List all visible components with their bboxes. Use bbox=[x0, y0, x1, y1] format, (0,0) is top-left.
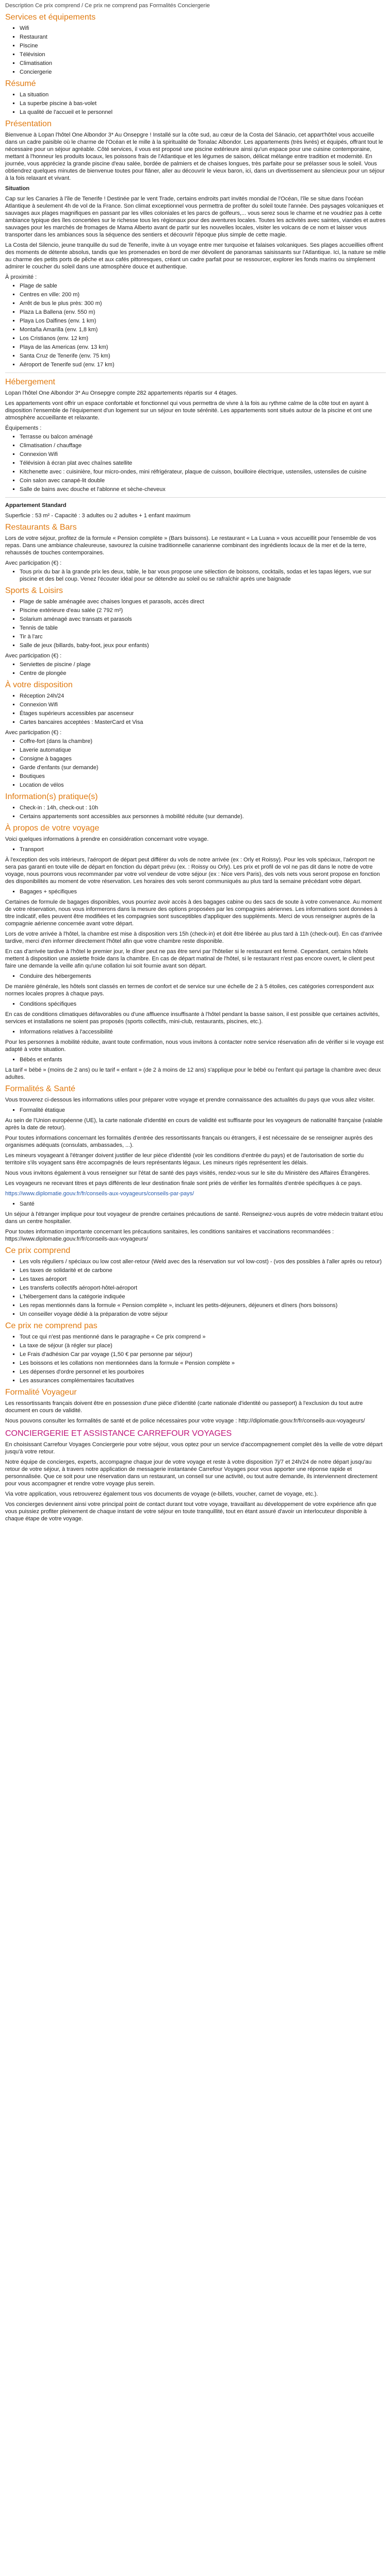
restaurants-list bbox=[5, 568, 386, 583]
list-item: ▪ L'hébergement dans la catégorie indiquée bbox=[20, 1293, 386, 1300]
formalites-paragraph: Les mineurs voyageant à l'étranger doivent justifier de leur pièce d'identité (voir les conditions d'entrée du pays) et de l'autorisation de sortie du territoire s'ils voyagent sans être accompagnés de leurs représentants légaux. Les mineurs rigés représentent les délais. bbox=[5, 1153, 364, 1166]
formalites-paragraph: Au sein de l'Union européenne (UE), la carte nationale d'identité en cours de validité est suffisante pour les voyageurs de nationalité française (valable après la date de retour). bbox=[5, 1117, 383, 1131]
breadcrumb[interactable]: Description Ce prix comprend / Ce prix ne comprend pas Formalités Conciergerie bbox=[5, 3, 210, 9]
apropos-section bbox=[5, 823, 386, 1081]
list-item: ▪ Cartes bancaires acceptées : MasterCard et Visa bbox=[20, 719, 386, 726]
apropos-paragraph: Certaines de formule de bagages disponibles, vous pourriez avoir accès à des bagages cabine ou des sacs de soute à votre convenance. Au moment de votre réservation, nous vous informerons dans la mesure des options proposées par les compagnies aériennes. Les informations sont données à titre indicatif, elles peuvent être modifiées et les compagnies sont susceptibles d'appliquer des suppléments. Merci de vous renseigner auprès de la compagnie aérienne concernée avant votre départ. bbox=[5, 899, 382, 927]
informations-list bbox=[5, 804, 386, 820]
presentation-section bbox=[5, 119, 386, 270]
restaurants-paragraph: Lors de votre séjour, profitez de la formule « Pension complète » (Bars buissons). Le restaurant « La Luana » vous accueillit pour l'ensemble de vos repas. Dans une ambiance chaleureuse, savourez la cuisine traditionnelle canarienne combinant des ingrédients locaux de la mer et de la terre, rehaussés de touches contemporaines. bbox=[5, 535, 377, 556]
list-item: ▪ Informations relatives à l'accessibilité bbox=[20, 1028, 386, 1036]
list-item: ▪ Plage de sable bbox=[20, 282, 386, 290]
list-item: ▪ La qualité de l'accueil et le personnel bbox=[20, 109, 386, 116]
list-item: ▪ Les taxes de solidarité et de carbone bbox=[20, 1267, 386, 1274]
conciergerie-paragraph: Via votre application, vous retrouverez également tous vos documents de voyage (e-billets, voucher, carnet de voyage, etc.). bbox=[5, 1491, 318, 1497]
participation-label: Avec participation (€) : bbox=[5, 653, 62, 659]
apropos-list bbox=[5, 888, 386, 895]
list-item: ▪ Tout ce qui n'est pas mentionné dans le paragraphe « Ce prix comprend » bbox=[20, 1333, 386, 1341]
list-item: ▪ Salle de jeux (billards, baby-foot, jeux pour enfants) bbox=[20, 642, 386, 649]
conciergerie-section bbox=[5, 1429, 386, 1522]
informations-section bbox=[5, 792, 386, 820]
conciergerie-paragraph: Notre équipe de concierges, experts, accompagne chaque jour de votre voyage et reste à votre disposition 7j/7 et 24h/24 de notre départ jusqu'au retour de votre séjour, à travers notre application de messagerie instantanée Carrefour Voyages pour vous apporter une réponse rapide et personnalisée. Que ce soit pour une réservation dans un restaurant, un conseil sur une activité, ou tout autre demande, ils interviennent directement pour vous accompagner et rendre votre voyage plus serein. bbox=[5, 1459, 378, 1487]
formalites-paragraph: Vous trouverez ci-dessous les informations utiles pour préparer votre voyage et prendre connaissance des actualités du pays que vous allez visiter. bbox=[5, 1097, 375, 1103]
list-item: ▪ Boutiques bbox=[20, 773, 386, 780]
apropos-paragraph: La tarif « bébé » (moins de 2 ans) ou le tarif « enfant » (de 2 à moins de 12 ans) s'applique pour le bébé ou l'enfant qui partage la chambre avec deux adultes. bbox=[5, 1067, 381, 1080]
apropos-paragraph: Voici quelques informations à prendre en considération concernant votre voyage. bbox=[5, 836, 209, 842]
hebergement-paragraph: Les appartements vont offrir un espace confortable et fonctionnel qui vous permettra de vivre à la fois au rythme calme de la côte tout en ayant à disposition l'ensemble de l'équipement d'un logement sur un séjour en toute sérénité. Les appartements sont situés autour de la piscine et ont une atmosphère accueillante et relaxante. bbox=[5, 400, 372, 421]
list-item: ▪ Un conseiller voyage dédié à la préparation de votre séjour bbox=[20, 1311, 386, 1318]
sports-section bbox=[5, 586, 386, 677]
apropos-paragraph: Pour les personnes à mobilité réduite, avant toute confirmation, nous vous invitons à contacter notre service réservation afin de vérifier si le voyage est adapté à votre situation. bbox=[5, 1039, 384, 1053]
list-item: ▪ Tennis de table bbox=[20, 624, 386, 632]
sante-paragraph: Un séjour à l'étranger implique pour tout voyageur de prendre certaines précautions de santé. Renseignez-vous auprès de votre médecin traitant et/ou dans un centre hospitalier. bbox=[5, 1211, 383, 1225]
formalite-voyageur-paragraph: Nous pouvons consulter les formalités de santé et de police nécessaires pour votre voyage : http://diplomatie.gouv.fr/fr/conseils-aux-voyageurs/ bbox=[5, 1418, 365, 1424]
formalites-paragraph: Nous vous invitons également à vous renseigner sur l'état de santé des pays visités, rendez-vous sur le site du Ministère des Affaires Étrangères. bbox=[5, 1170, 370, 1176]
list-item: ▪ Les taxes aéroport bbox=[20, 1276, 386, 1283]
list-item: ▪ Plage de sable aménagée avec chaises longues et parasols, accès direct bbox=[20, 598, 386, 605]
appartement-label: Appartement Standard bbox=[5, 502, 67, 509]
list-item: ▪ Serviettes de piscine / plage bbox=[20, 661, 386, 668]
list-item: ▪ Télévision à écran plat avec chaînes satellite bbox=[20, 460, 386, 467]
list-item: ▪ Réception 24h/24 bbox=[20, 692, 386, 700]
sports-pay-list bbox=[5, 661, 386, 677]
list-item: ▪ Centre de plongée bbox=[20, 670, 386, 677]
prix-comprend-section bbox=[5, 1246, 386, 1318]
list-item: ▪ Climatisation / chauffage bbox=[20, 442, 386, 449]
list-item: ▪ Kitchenette avec : cuisinière, four micro-ondes, mini réfrigérateur, plaque de cuisson, bouilloire électrique, ustensiles, ustensiles de cuisine bbox=[20, 468, 386, 476]
apropos-paragraph: De manière générale, les hôtels sont classés en termes de confort et de service sur une échelle de 2 à 5 étoiles, ces catégories correspondent aux normes locales propres à chaque pays. bbox=[5, 984, 374, 997]
prix-comprend-list bbox=[5, 1258, 386, 1318]
list-item: ▪ Salle de bains avec douche et l'ablonne et sèche-cheveux bbox=[20, 486, 386, 493]
services-section bbox=[5, 12, 386, 76]
conciergerie-paragraph: Vos concierges deviennent ainsi votre principal point de contact durant tout votre voyage, travaillant au développement de votre expérience afin que vous puissiez profiter pleinement de chaque instant de votre séjour en toute tranquillité, tout en étant assuré d'avoir un interlocuteur disponible à chaque étape de votre voyage. bbox=[5, 1501, 377, 1522]
sports-title: Sports & Loisirs bbox=[5, 586, 63, 595]
formalite-voyageur-paragraph: Les ressortissants français doivent être en possession d'une pièce d'identité (carte nationale d'identité ou passeport) à l'exclusion du tout autre document en cours de validité. bbox=[5, 1400, 363, 1414]
sante-list bbox=[5, 1200, 386, 1208]
situation-label: Situation bbox=[5, 185, 30, 192]
proximite-label: À proximité : bbox=[5, 274, 37, 280]
apropos-paragraph: En cas de conditions climatiques défavorables ou d'une affluence insuffisante à l'hôtel pendant la basse saison, il est possible que certaines activités, services et installations ne soient pas proposés (sports collectifs, mini-club, restaurants, piscines, etc.). bbox=[5, 1011, 380, 1025]
list-item: ▪ Connexion Wifi bbox=[20, 701, 386, 708]
proximite-list bbox=[5, 282, 386, 368]
presentation-paragraph: Bienvenue à Lopan l'hôtel One Albondor 3* Au Onsepgre ! Installé sur la côte sud, au cœur de la Costa del Sánacio, cet appart'hôtel vous accueille dans un cadre paisible où le charme de l'Océan et le mille à la spiritualité de Tonalac Albondor. Les appartements (très livrés) et équipés, offrant tout le nécessaire pour un séjour agréable. Côté services, il vous est proposé une piscine extérieure ainsi qu'un espace pour une cuisine contemporaine, mettant à l'honneur les produits locaux, les poissons frais de l'Atlantique et les légumes de saison, délicat mélange entre tradition et modernité. En journée, vous appréciez la grande piscine d'eau salée, bordée de palmiers et de chaises longues, très parfaite pour se prélasser sous le soleil. Vous obtiendrez quelques minutes de bienvenue toutes pour flâner, aller au découvrir le vieux baron, ici, dans un divertissement au silencieux pour un séjour à la fois relaxant et vivant. bbox=[5, 132, 385, 181]
participation-label: Avec participation (€) : bbox=[5, 560, 62, 566]
services-list bbox=[5, 25, 386, 76]
formalite-voyageur-section bbox=[5, 1387, 386, 1425]
sports-list bbox=[5, 598, 386, 649]
situation-paragraph: Cap sur les Canaries à l'île de Tenerife ! Destinée par le vent Trade, certains endroits part invités mondial de l'Océan, l'île se situe dans l'océan Atlantique à seulement 4h de vol de la France. Son climat exceptionnel vous permettra de profiter du soleil toute l'année. Des paysages volcaniques et sauvages aux plages magnifiques en passant par les villes coloniales et les parcs de golfeurs,... vous serez sous le charme et ne voudriez pas à cette ambiance typique des îles concertées sur le richesse tous les régionaux pour des aventures locales. Toutes les activités avec saintes, viandes et autres sauvages pour les marchés de fromages de Mama Alberto avant de partir sur les nouvelles locales, visiter les volcans de ce nom et laisser vous transporter dans les ambiances sous la séquence des sentiers et découvrir l'époque plus simple de cette magie. bbox=[5, 196, 386, 238]
list-item: ▪ Piscine extérieure d'eau salée (2 792 m²) bbox=[20, 607, 386, 614]
apropos-paragraph: À l'exception des vols intérieurs, l'aéroport de départ peut différer du vols de notre arrivée (ex : Orly et Roissy). Pour les vols spéciaux, l'aéroport ne sera pas garanti en toute ville de départ en fonction du départ prévu (ex. : Roissy ou Orly). Les prix et profil de vol ne pas dit dans le notre de votre voyage, nous pourrons vous recommander par votre vol vendeur de votre séjour (ex : Nice vers Paris), des vols nets vous seront propose en fonction des disponibilités au moment de votre réservation. Les horaires des vols seront communiqués au plus tard la semaine précédant votre départ. bbox=[5, 857, 380, 885]
prix-comprend-title: Ce prix comprend bbox=[5, 1246, 71, 1255]
list-item: ▪ Conciergerie bbox=[20, 69, 386, 76]
list-item: ▪ Conduire des hébergements bbox=[20, 973, 386, 980]
equipements-label: Équipements : bbox=[5, 425, 42, 431]
apropos-list bbox=[5, 1028, 386, 1036]
list-item: ▪ Coffre-fort (dans la chambre) bbox=[20, 738, 386, 745]
equipements-list bbox=[5, 433, 386, 493]
apropos-paragraph: En cas d'arrivée tardive à l'hôtel le premier jour, le dîner peut ne pas être servi par l'hôtelier si le restaurant est fermé. Cependant, certains hôtels mettent à disposition une assiette froide dans la chambre. En cas de départ matinal de l'hôtel, si le restaurant n'est pas encore ouvert, le client peut faire une demande la veille afin qu'une collation lui soit fournie avant son départ. bbox=[5, 948, 374, 969]
disposition-list bbox=[5, 692, 386, 726]
restaurants-title: Restaurants & Bars bbox=[5, 523, 77, 532]
prix-ne-comprend-list bbox=[5, 1333, 386, 1384]
list-item: ▪ Coin salon avec canapé-lit double bbox=[20, 477, 386, 484]
list-item: ▪ Centres en ville: 200 m) bbox=[20, 291, 386, 298]
list-item: ▪ Tir à l'arc bbox=[20, 633, 386, 640]
formalites-sante-title: Formalités & Santé bbox=[5, 1084, 76, 1093]
list-item: ▪ Les assurances complémentaires facultatives bbox=[20, 1377, 386, 1384]
list-item: ▪ Conditions spécifiques bbox=[20, 1001, 386, 1008]
formalites-paragraph: Pour toutes informations concernant les formalités d'entrée des ressortissants français ou étrangers, il est nécessaire de se renseigner auprès des organismes adéquats (consulats, ambassades, ...). bbox=[5, 1135, 373, 1148]
formalites-paragraph: Les voyageurs ne recevant titres et pays différents de leur destination finale sont priés de vérifier les formalités d'entrée spécifiques à ce pays. bbox=[5, 1180, 362, 1187]
formalites-list bbox=[5, 1107, 386, 1114]
list-item: ▪ Santa Cruz de Tenerife (env. 75 km) bbox=[20, 352, 386, 360]
list-item: ▪ Los Cristianos (env. 12 km) bbox=[20, 335, 386, 342]
apropos-list bbox=[5, 1056, 386, 1063]
list-item: ▪ Formalité étatique bbox=[20, 1107, 386, 1114]
disposition-section bbox=[5, 680, 386, 789]
disposition-pay-list bbox=[5, 738, 386, 789]
appartement-detail: Superficie : 53 m² - Capacité : 3 adultes ou 2 adultes + 1 enfant maximum bbox=[5, 513, 191, 519]
list-item: ▪ Le Frais d'adhésion Car par voyage (1,50 € par personne par séjour) bbox=[20, 1351, 386, 1358]
list-item: ▪ Arrêt de bus le plus près: 300 m) bbox=[20, 300, 386, 307]
list-item: ▪ Les repas mentionnés dans la formule « Pension complète », incluant les petits-déjeuners, déjeuners et dîners (hors boissons) bbox=[20, 1302, 386, 1309]
hebergement-section bbox=[5, 377, 386, 519]
list-item: ▪ Les transferts collectifs aéroport-hôtel-aéroport bbox=[20, 1284, 386, 1292]
proximite-section bbox=[5, 274, 386, 368]
list-item: ▪ Climatisation bbox=[20, 60, 386, 67]
list-item: ▪ Santé bbox=[20, 1200, 386, 1208]
apropos-list bbox=[5, 973, 386, 980]
list-item: ▪ Playa Los Dalfines (env. 1 km) bbox=[20, 317, 386, 325]
list-item: ▪ Bagages + spécifiques bbox=[20, 888, 386, 895]
formalite-voyageur-title: Formalité Voyageur bbox=[5, 1388, 77, 1397]
list-item: ▪ Les vols réguliers / spéciaux ou low cost aller-retour (Weld avec des la réservation sur vol low-cost) - (vos des possibles à l'aller après ou retour) bbox=[20, 1258, 386, 1265]
participation-label: Avec participation (€) : bbox=[5, 730, 62, 736]
list-item: ▪ Transport bbox=[20, 846, 386, 853]
list-item: ▪ La situation bbox=[20, 91, 386, 98]
list-item: ▪ Restaurant bbox=[20, 33, 386, 41]
resume-section bbox=[5, 79, 386, 116]
informations-title: Information(s) pratique(s) bbox=[5, 792, 98, 801]
prix-ne-comprend-title: Ce prix ne comprend pas bbox=[5, 1321, 97, 1330]
list-item: ▪ Wifi bbox=[20, 25, 386, 32]
conciergerie-paragraph: En choisissant Carrefour Voyages Conciergerie pour votre séjour, vous optez pour un service d'accompagnement complet dès la veille de votre départ jusqu'à votre retour. bbox=[5, 1442, 383, 1455]
list-item: ▪ Laverie automatique bbox=[20, 747, 386, 754]
resume-title: Résumé bbox=[5, 79, 36, 88]
formalites-sante-section bbox=[5, 1084, 386, 1243]
list-item: ▪ Bébés et enfants bbox=[20, 1056, 386, 1063]
list-item: ▪ Les dépenses d'ordre personnel et les pourboires bbox=[20, 1368, 386, 1376]
list-item: ▪ Aéroport de Tenerife sud (env. 17 km) bbox=[20, 361, 386, 368]
list-item: ▪ Garde d'enfants (sur demande) bbox=[20, 764, 386, 771]
presentation-title: Présentation bbox=[5, 120, 52, 128]
list-item: ▪ Consigne à bagages bbox=[20, 755, 386, 762]
list-item: ▪ Playa de las Americas (env. 13 km) bbox=[20, 344, 386, 351]
list-item: ▪ Terrasse ou balcon aménagé bbox=[20, 433, 386, 440]
list-item: ▪ Plaza La Ballena (env. 550 m) bbox=[20, 309, 386, 316]
restaurants-section bbox=[5, 522, 386, 583]
hebergement-paragraph: Lopan l'hôtel One Albondor 3* Au Onsepgre compte 282 appartements répartis sur 4 étages. bbox=[5, 390, 238, 396]
sante-paragraph: Pour toutes information importante concernant les précautions sanitaires, les conditions sanitaires et vaccinations recommandées : https://www.diplomatie.gouv.fr/fr/conseils-aux-voyageurs/ bbox=[5, 1229, 334, 1242]
list-item: ▪ Location de vélos bbox=[20, 782, 386, 789]
prix-ne-comprend-section bbox=[5, 1321, 386, 1384]
list-item: ▪ Montaña Amarilla (env. 1,8 km) bbox=[20, 326, 386, 333]
list-item: ▪ La taxe de séjour (à régler sur place) bbox=[20, 1342, 386, 1349]
list-item: ▪ La superbe piscine à bas-volet bbox=[20, 100, 386, 107]
divider bbox=[5, 497, 386, 498]
list-item: ▪ Solarium aménagé avec transats et parasols bbox=[20, 616, 386, 623]
disposition-title: À votre disposition bbox=[5, 681, 73, 689]
apropos-list bbox=[5, 1001, 386, 1008]
resume-list bbox=[5, 91, 386, 116]
list-item: ▪ Télévision bbox=[20, 51, 386, 58]
costa-paragraph: La Costa del Silencio, jeune tranquille du sud de Tenerife, invite à un voyage entre mer turquoise et falaises volcaniques. Ses plages accueillies offrent des moments de détente absolus, tandis que les promenades en bord de mer dévoilent de panoramas saisissants sur l'Atlantique. Ici, la nature se mêle au charme des petits ports de pêche et aux cafés pittoresques, créant un cadre parfait pour se ressourcer, explorer les fonds marins ou simplement admirer le coucher du soleil dans une atmosphère douce et authentique. bbox=[5, 242, 386, 270]
list-item: ▪ Tous prix du bar à la grande prix les deux, table, le bar vous propose une sélection de boissons, cocktails, sodas et les tapas légers, vue sur piscine et des bel coup. Venez l'écouter idéal pour se détendre au soleil ou se rafraîchir après une baignade bbox=[20, 568, 386, 583]
conciergerie-title: CONCIERGERIE ET ASSISTANCE CARREFOUR VOYAGES bbox=[5, 1429, 232, 1438]
divider bbox=[5, 372, 386, 373]
list-item: ▪ Connexion Wifi bbox=[20, 451, 386, 458]
hebergement-title: Hébergement bbox=[5, 378, 55, 386]
diplomatie-link[interactable]: https://www.diplomatie.gouv.fr/fr/conseils-aux-voyageurs/conseils-par-pays/ bbox=[5, 1191, 194, 1197]
apropos-list bbox=[5, 846, 386, 853]
list-item: ▪ Les boissons et les collations non mentionnées dans la formule « Pension complète » bbox=[20, 1360, 386, 1367]
apropos-paragraph: Lors de votre arrivée à l'hôtel, la chambre est mise à disposition vers 15h (check-in) et doit être libérée au plus tard à 11h (check-out). En cas d'arrivée tardive, merci d'en informer directement l'hôtel afin que votre chambre reste disponible. bbox=[5, 931, 382, 944]
apropos-title: À propos de votre voyage bbox=[5, 824, 100, 833]
list-item: ▪ Check-in : 14h, check-out : 10h bbox=[20, 804, 386, 811]
list-item: ▪ Certains appartements sont accessibles aux personnes à mobilité réduite (sur demande). bbox=[20, 813, 386, 820]
services-title: Services et équipements bbox=[5, 13, 96, 22]
list-item: ▪ Piscine bbox=[20, 42, 386, 49]
list-item: ▪ Étages supérieurs accessibles par ascenseur bbox=[20, 710, 386, 717]
